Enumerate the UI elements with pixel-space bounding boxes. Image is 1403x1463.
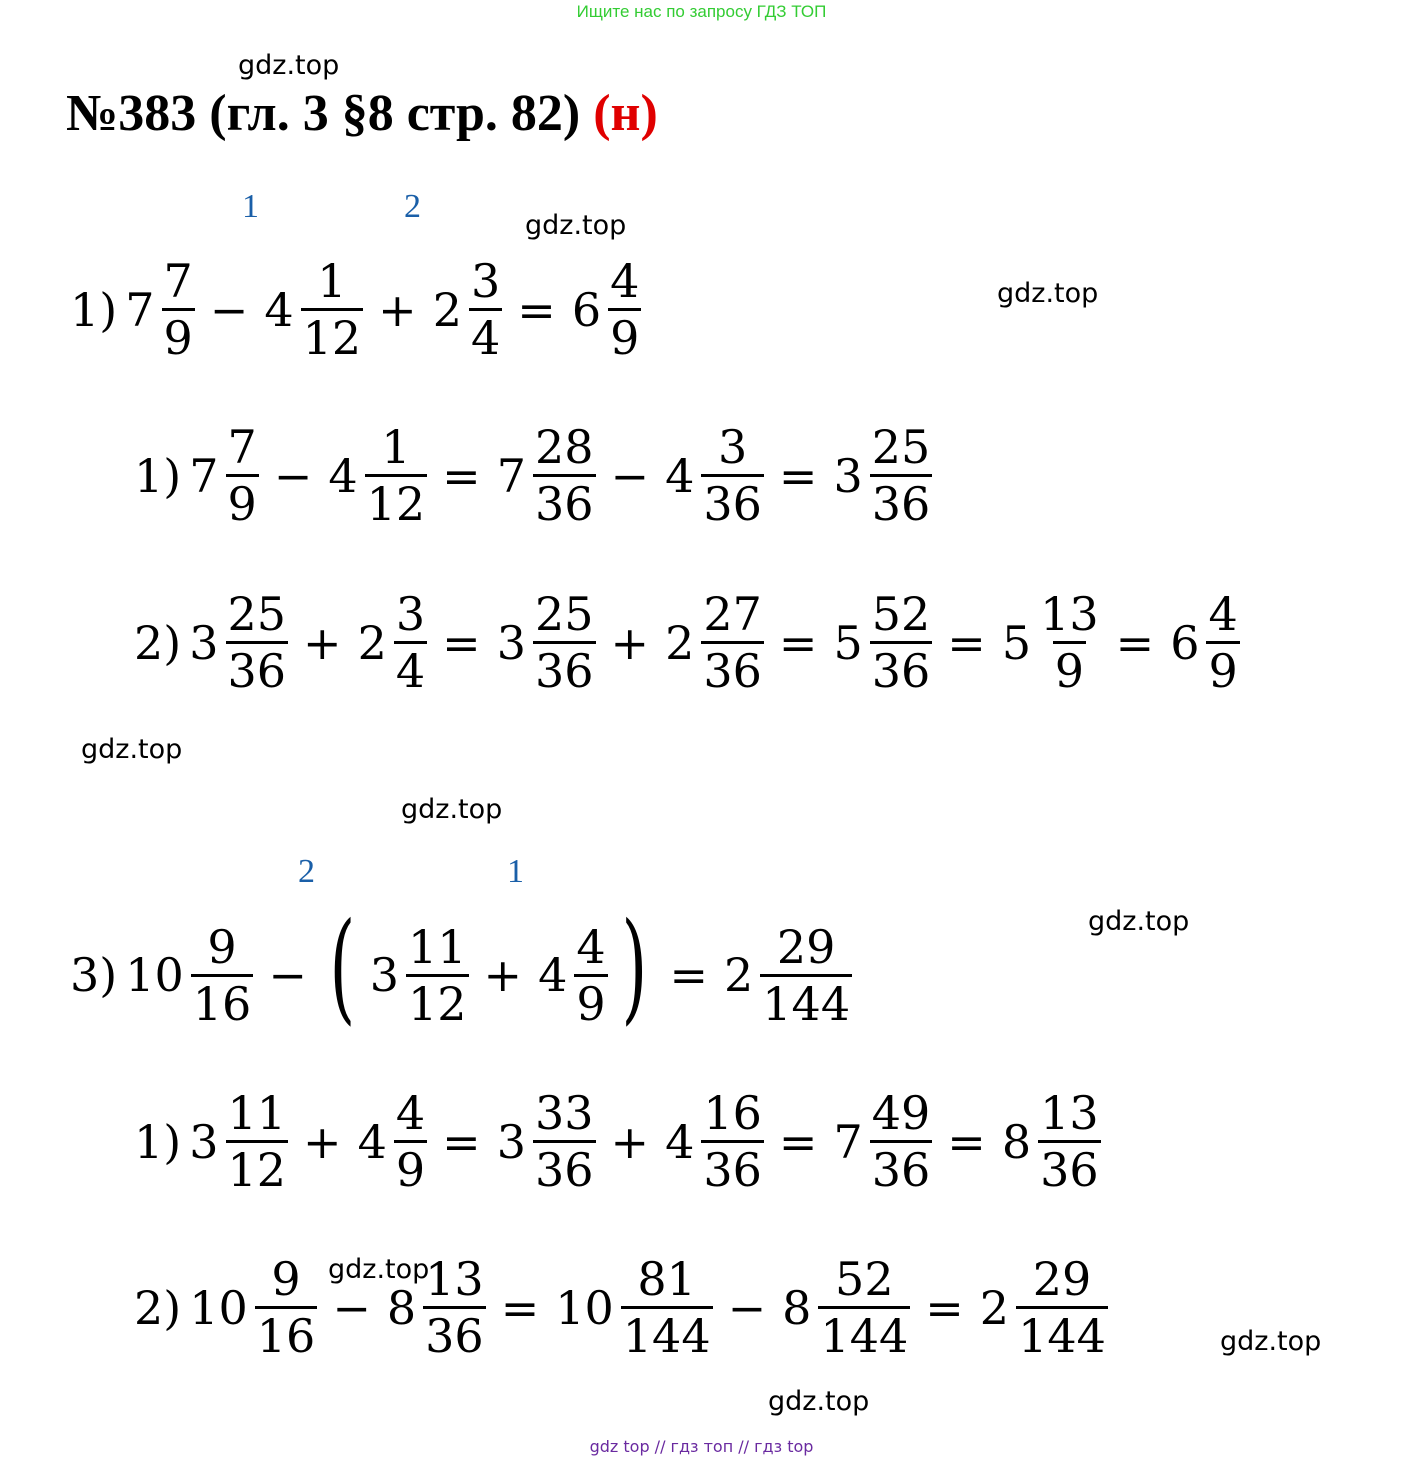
equals-sign: = xyxy=(669,948,708,1002)
fraction xyxy=(701,420,764,531)
fraction xyxy=(870,420,933,531)
whole-part: 5 xyxy=(833,615,863,670)
numerator: 3 xyxy=(395,587,426,641)
whole-part: 10 xyxy=(125,948,184,1002)
fraction xyxy=(701,1086,764,1197)
denominator: 9 xyxy=(1206,641,1239,694)
whole-part: 4 xyxy=(665,1114,695,1169)
whole-part: 8 xyxy=(386,1280,417,1335)
equation-3 xyxy=(66,898,855,1037)
equals-sign: = xyxy=(517,282,556,337)
numerator: 25 xyxy=(534,587,594,641)
denominator: 144 xyxy=(760,974,852,1027)
denominator: 36 xyxy=(870,474,933,527)
right-parenthesis: ) xyxy=(621,898,647,1037)
denominator: 9 xyxy=(574,974,607,1027)
fraction xyxy=(1038,1086,1101,1197)
watermark: gdz.top xyxy=(328,1254,430,1285)
whole-part: 8 xyxy=(782,1280,812,1335)
page-title xyxy=(66,84,658,143)
equation-1-step-2 xyxy=(130,587,1243,698)
numerator: 1 xyxy=(381,420,411,474)
whole-part: 2 xyxy=(724,948,754,1002)
numerator: 29 xyxy=(776,919,836,974)
numerator: 25 xyxy=(227,587,287,641)
numerator: 7 xyxy=(227,420,257,474)
whole-part: 4 xyxy=(538,948,568,1002)
watermark: gdz.top xyxy=(525,210,627,241)
denominator: 36 xyxy=(533,641,596,694)
item-label: 1) xyxy=(134,448,182,503)
denominator: 12 xyxy=(301,308,364,361)
fraction xyxy=(533,1086,596,1197)
step-number: 1 xyxy=(242,188,259,225)
fraction xyxy=(1016,1252,1108,1363)
denominator: 16 xyxy=(255,1306,318,1359)
fraction xyxy=(1206,587,1239,698)
equals-sign: = xyxy=(442,448,481,503)
whole-part: 3 xyxy=(833,448,863,503)
watermark: gdz.top xyxy=(1088,906,1190,937)
top-search-hint: Ищите нас по запросу ГДЗ ТОП xyxy=(576,2,827,21)
whole-part: 3 xyxy=(496,615,526,670)
whole-part: 4 xyxy=(357,1114,387,1169)
denominator: 36 xyxy=(533,474,596,527)
whole-part: 6 xyxy=(1170,615,1200,670)
equals-sign: = xyxy=(778,448,818,503)
whole-part: 10 xyxy=(189,1280,248,1335)
fraction xyxy=(533,587,596,698)
denominator: 36 xyxy=(870,1140,933,1193)
step-number: 2 xyxy=(404,188,421,225)
fraction xyxy=(870,587,933,698)
numerator: 4 xyxy=(576,919,606,974)
whole-part: 2 xyxy=(979,1280,1010,1335)
denominator: 4 xyxy=(469,308,502,361)
denominator: 36 xyxy=(226,641,289,694)
step-number: 1 xyxy=(507,853,524,890)
equals-sign: = xyxy=(1115,615,1155,670)
whole-part: 2 xyxy=(357,615,387,670)
whole-part: 3 xyxy=(189,1114,219,1169)
fraction xyxy=(365,420,428,531)
denominator: 12 xyxy=(365,474,428,527)
equation-1 xyxy=(66,254,644,365)
whole-part: 3 xyxy=(496,1114,526,1169)
numerator: 9 xyxy=(207,919,237,974)
fraction xyxy=(760,919,852,1031)
fraction xyxy=(191,919,254,1031)
denominator: 36 xyxy=(1038,1140,1101,1193)
fraction xyxy=(301,254,364,365)
fraction xyxy=(818,1252,910,1363)
numerator: 11 xyxy=(407,919,467,974)
item-label: 1) xyxy=(70,282,118,337)
numerator: 3 xyxy=(717,420,748,474)
whole-part: 4 xyxy=(264,282,294,337)
equation-3-step-2 xyxy=(130,1252,1111,1363)
whole-part: 7 xyxy=(496,448,526,503)
denominator: 144 xyxy=(1016,1306,1108,1359)
watermark: gdz.top xyxy=(81,734,183,765)
denominator: 144 xyxy=(621,1306,713,1359)
numerator: 3 xyxy=(470,254,501,308)
fraction xyxy=(226,420,259,531)
operator: + xyxy=(378,282,417,337)
watermark: gdz.top xyxy=(997,278,1099,309)
fraction xyxy=(621,1252,713,1363)
equals-sign: = xyxy=(947,615,986,670)
fraction xyxy=(226,1086,289,1197)
fraction xyxy=(533,420,596,531)
watermark: gdz.top xyxy=(768,1386,870,1417)
numerator: 13 xyxy=(1040,1086,1099,1140)
fraction xyxy=(423,1252,486,1363)
equals-sign: = xyxy=(778,1114,818,1169)
denominator: 4 xyxy=(394,641,427,694)
denominator: 36 xyxy=(701,1140,764,1193)
numerator: 4 xyxy=(395,1086,426,1140)
denominator: 12 xyxy=(226,1140,289,1193)
whole-part: 3 xyxy=(189,615,219,670)
fraction xyxy=(469,254,502,365)
numerator: 11 xyxy=(227,1086,287,1140)
fraction xyxy=(394,587,427,698)
step-number: 2 xyxy=(298,853,315,890)
whole-part: 7 xyxy=(833,1114,863,1169)
item-label: 2) xyxy=(134,1280,182,1335)
denominator: 36 xyxy=(870,641,933,694)
whole-part: 7 xyxy=(125,282,155,337)
numerator: 7 xyxy=(163,254,193,308)
numerator: 4 xyxy=(1208,587,1238,641)
whole-part: 4 xyxy=(328,448,358,503)
numerator: 52 xyxy=(871,587,931,641)
equation-1-step-1 xyxy=(130,420,935,531)
item-label: 3) xyxy=(70,948,118,1002)
numerator: 28 xyxy=(534,420,594,474)
equals-sign: = xyxy=(925,1280,964,1335)
whole-part: 2 xyxy=(665,615,695,670)
item-label: 2) xyxy=(134,615,182,670)
denominator: 36 xyxy=(533,1140,596,1193)
whole-part: 8 xyxy=(1001,1114,1032,1169)
numerator: 13 xyxy=(1040,587,1099,641)
whole-part: 10 xyxy=(555,1280,614,1335)
denominator: 36 xyxy=(701,474,764,527)
footer-links: gdz top // гдз топ // гдз top xyxy=(589,1437,814,1456)
left-parenthesis: ( xyxy=(329,898,356,1037)
fraction xyxy=(255,1252,318,1363)
fraction xyxy=(1038,587,1101,698)
fraction xyxy=(226,587,289,698)
numerator: 52 xyxy=(835,1252,894,1306)
fraction xyxy=(394,1086,427,1197)
whole-part: 7 xyxy=(189,448,219,503)
operator: − xyxy=(727,1280,767,1335)
operator: + xyxy=(303,615,342,670)
denominator: 9 xyxy=(608,308,641,361)
equals-sign: = xyxy=(442,615,481,670)
operator: + xyxy=(610,615,650,670)
title-tag: (н) xyxy=(593,85,658,142)
watermark: gdz.top xyxy=(1220,1326,1322,1357)
denominator: 9 xyxy=(394,1140,427,1193)
operator: − xyxy=(268,948,307,1002)
equals-sign: = xyxy=(778,615,818,670)
denominator: 9 xyxy=(162,308,195,361)
operator: − xyxy=(610,448,650,503)
numerator: 9 xyxy=(271,1252,301,1306)
title-main: №383 (гл. 3 §8 стр. 82) xyxy=(66,85,581,142)
fraction xyxy=(608,254,641,365)
denominator: 36 xyxy=(423,1306,486,1359)
numerator: 81 xyxy=(637,1252,696,1306)
denominator: 144 xyxy=(818,1306,910,1359)
numerator: 49 xyxy=(871,1086,931,1140)
numerator: 29 xyxy=(1032,1252,1092,1306)
denominator: 9 xyxy=(1053,641,1086,694)
whole-part: 2 xyxy=(432,282,462,337)
numerator: 16 xyxy=(703,1086,762,1140)
numerator: 1 xyxy=(317,254,347,308)
operator: − xyxy=(273,448,313,503)
fraction xyxy=(870,1086,933,1197)
numerator: 25 xyxy=(871,420,931,474)
fraction xyxy=(701,587,764,698)
denominator: 36 xyxy=(701,641,764,694)
operator: + xyxy=(303,1114,342,1169)
whole-part: 4 xyxy=(665,448,695,503)
equals-sign: = xyxy=(500,1280,540,1335)
whole-part: 6 xyxy=(571,282,602,337)
equals-sign: = xyxy=(442,1114,481,1169)
equals-sign: = xyxy=(947,1114,986,1169)
operator: − xyxy=(332,1280,371,1335)
operator: + xyxy=(610,1114,650,1169)
denominator: 9 xyxy=(226,474,259,527)
fraction xyxy=(574,919,607,1031)
fraction xyxy=(162,254,195,365)
denominator: 12 xyxy=(406,974,469,1027)
operator: − xyxy=(209,282,249,337)
numerator: 13 xyxy=(425,1252,484,1306)
equation-3-step-1 xyxy=(130,1086,1104,1197)
operator: + xyxy=(483,948,523,1002)
numerator: 4 xyxy=(610,254,640,308)
numerator: 33 xyxy=(534,1086,594,1140)
whole-part: 5 xyxy=(1001,615,1032,670)
whole-part: 3 xyxy=(369,948,399,1002)
item-label: 1) xyxy=(134,1114,182,1169)
fraction xyxy=(406,919,469,1031)
numerator: 27 xyxy=(703,587,762,641)
denominator: 16 xyxy=(191,974,254,1027)
watermark: gdz.top xyxy=(401,794,503,825)
watermark: gdz.top xyxy=(238,50,340,81)
